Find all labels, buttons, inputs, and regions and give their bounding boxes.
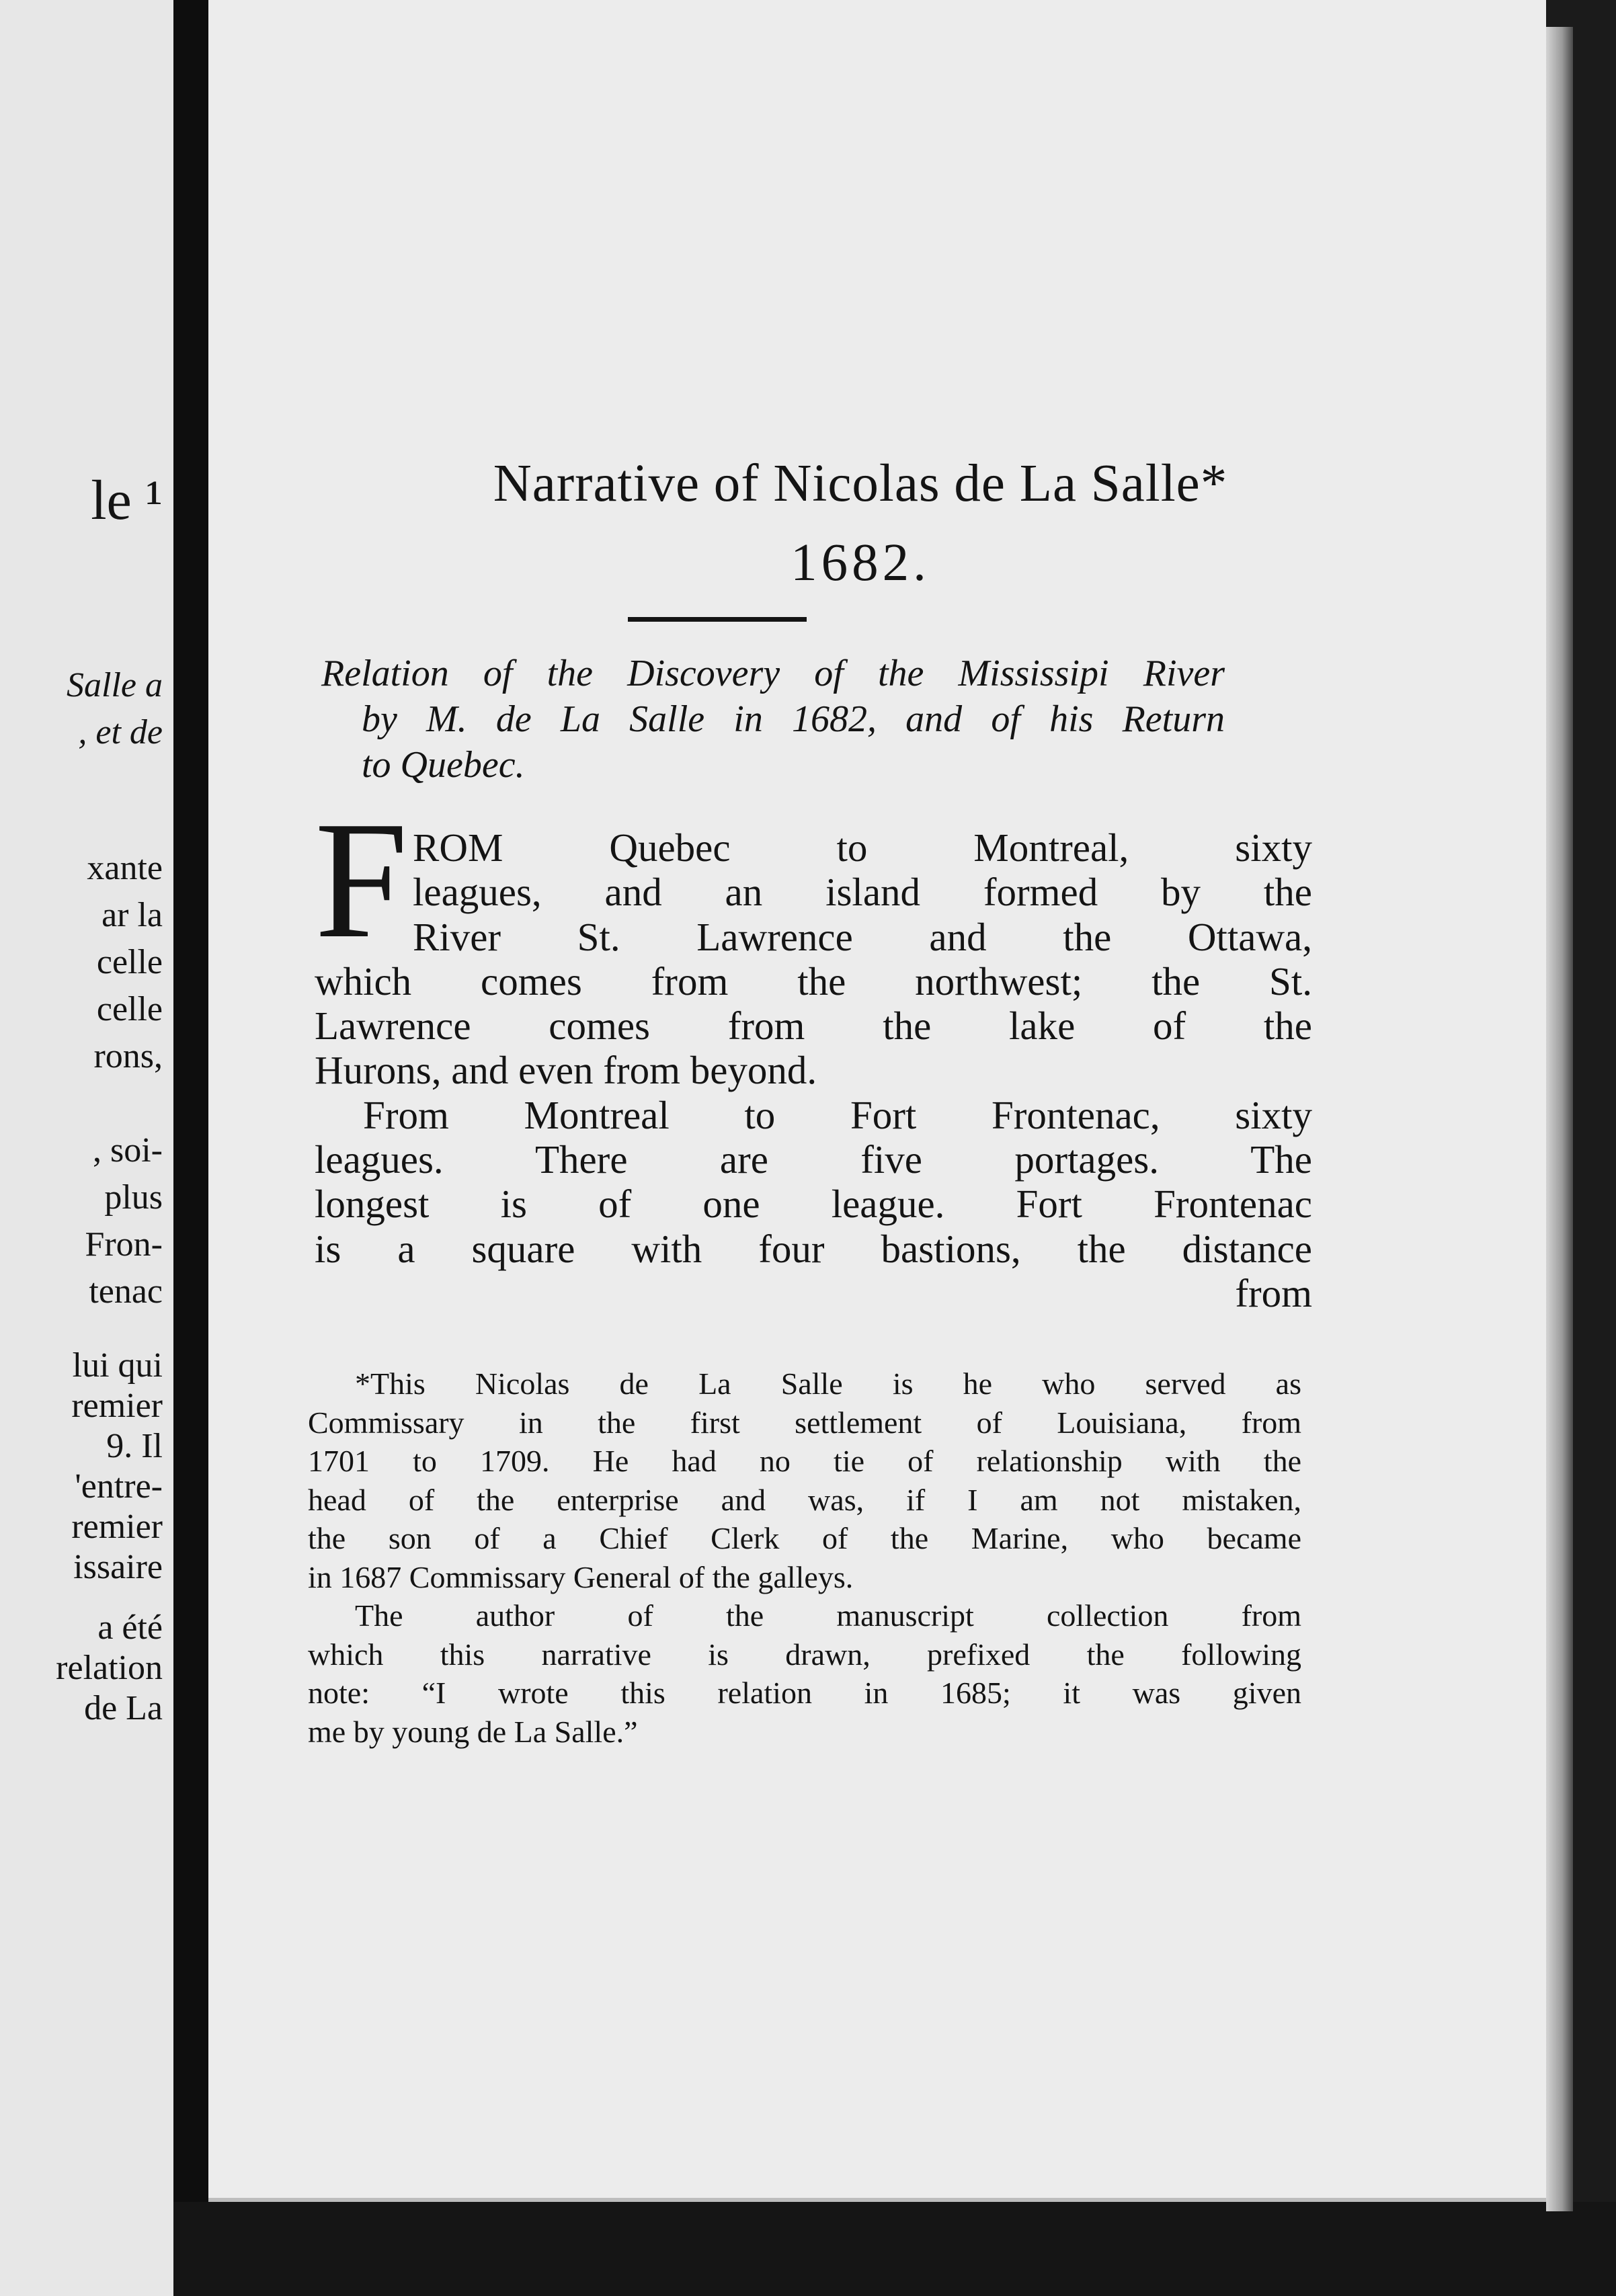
subtitle <box>321 651 1225 788</box>
footnote-line: the son of a Chief Clerk of the Marine, who became <box>308 1521 1301 1555</box>
scan-background <box>173 2202 1616 2296</box>
drop-cap: F <box>315 787 409 973</box>
left-page-line: , soi- <box>93 1131 163 1170</box>
subtitle-line: by M. de La Salle in 1682, and of his Return <box>362 698 1225 740</box>
page-edge <box>1546 27 1573 2211</box>
left-page-line: remier <box>71 1387 163 1425</box>
previous-page <box>0 0 173 2296</box>
subtitle-line: to Quebec. <box>362 744 525 786</box>
text-line: is a square with four bastions, the distance <box>315 1226 1312 1271</box>
book-gutter <box>173 0 208 2296</box>
left-page-line: celle <box>96 943 163 981</box>
left-page-line: plus <box>104 1178 163 1217</box>
left-page-line: , et de <box>78 713 163 751</box>
title-year: 1682. <box>791 534 930 592</box>
left-page-line: celle <box>96 990 163 1028</box>
footnote-line: *This Nicolas de La Salle is he who served as <box>355 1366 1301 1401</box>
catchword: from <box>1235 1270 1312 1315</box>
left-page-line: Fron- <box>85 1225 163 1264</box>
page-title: Narrative of Nicolas de La Salle* <box>493 454 1228 513</box>
footnote-line: which this narrative is drawn, prefixed the following <box>308 1637 1301 1672</box>
left-page-line: de La <box>84 1689 163 1727</box>
left-page-line: relation <box>56 1649 163 1687</box>
text-line: leagues, and an island formed by the <box>413 870 1312 915</box>
left-page-line: 'entre- <box>75 1467 163 1506</box>
footnote-line: Commissary in the first settlement of Louisiana, from <box>308 1405 1301 1440</box>
left-page-line: xante <box>87 849 163 887</box>
footnote-line: note: “I wrote this relation in 1685; it was given <box>308 1676 1301 1710</box>
footnotes <box>308 1364 1301 1751</box>
footnote-line: 1701 to 1709. He had no tie of relationship with the <box>308 1444 1301 1478</box>
text-line: leagues. There are five portages. The <box>315 1137 1312 1182</box>
subtitle-line: Relation of the Discovery of the Mississipi River <box>321 653 1225 694</box>
left-page-line: lui qui <box>72 1346 163 1385</box>
left-page-line: a été <box>97 1608 163 1647</box>
footnote-line: in 1687 Commissary General of the galleys. <box>308 1559 854 1594</box>
left-page-line: rons, <box>93 1037 163 1075</box>
text-line: From Montreal to Fort Frontenac, sixty <box>363 1092 1312 1137</box>
left-page-line: Salle a <box>67 666 163 704</box>
footnote-line: me by young de La Salle.” <box>308 1714 638 1749</box>
left-page-line: le ¹ <box>91 469 163 532</box>
footnote-line: head of the enterprise and was, if I am not mistaken, <box>308 1482 1301 1517</box>
text-line: which comes from the northwest; the St. <box>315 958 1312 1003</box>
main-page <box>208 0 1546 2202</box>
footnote-line: The author of the manuscript collection from <box>355 1598 1301 1633</box>
text-line: ROM Quebec to Montreal, sixty <box>413 825 1312 870</box>
title-rule <box>628 617 807 622</box>
body-text <box>315 825 1312 1315</box>
left-page-line: tenac <box>89 1272 163 1311</box>
left-page-line: remier <box>71 1508 163 1546</box>
left-page-line: ar la <box>102 896 163 934</box>
left-page-line: 9. Il <box>106 1427 163 1465</box>
text-line: longest is of one league. Fort Frontenac <box>315 1182 1312 1227</box>
text-line: River St. Lawrence and the Ottawa, <box>413 914 1312 959</box>
text-line: Hurons, and even from beyond. <box>315 1048 817 1093</box>
text-line: Lawrence comes from the lake of the <box>315 1003 1312 1049</box>
left-page-line: issaire <box>73 1548 163 1586</box>
